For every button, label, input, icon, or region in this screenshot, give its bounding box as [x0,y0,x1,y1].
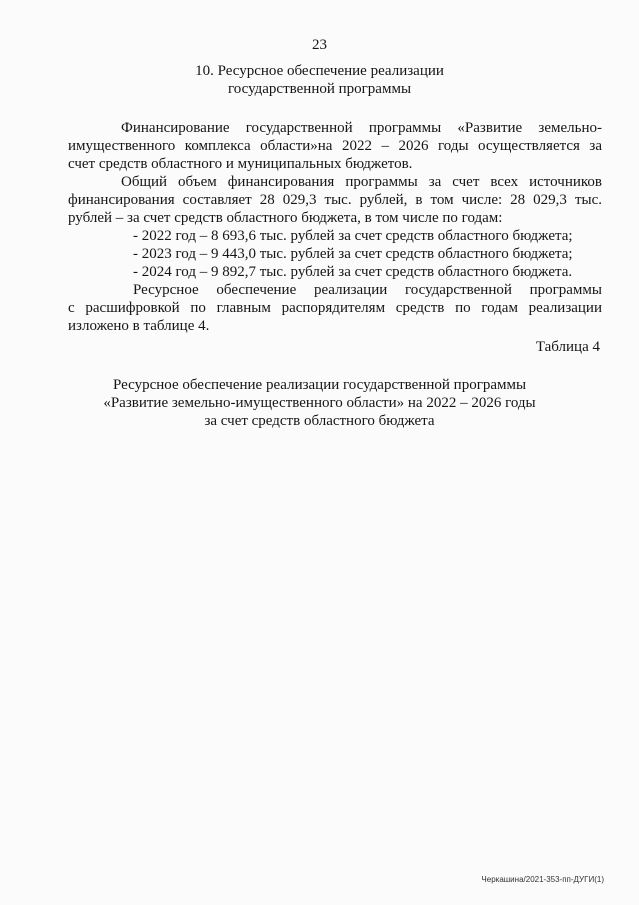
year-item-2022: - 2022 год – 8 693,6 тыс. рублей за счет средств областного бюджета; [133,228,573,244]
footer-document-code: Черкашина/2021-353-пп-ДУГИ(1) [481,875,604,884]
section-heading-line-2: государственной программы [227,81,412,97]
table-label: Таблица 4 [535,339,600,355]
section-heading-line-1: 10. Ресурсное обеспечение реализации [195,63,444,79]
paragraph-3-line-1: Ресурсное обеспечение реализации государственной программы [133,282,602,298]
paragraph-2-line-1: Общий объем финансирования программы за счет всех источников [121,174,602,190]
table-title-line-3: за счет средств областного бюджета [204,413,435,429]
paragraph-3-line-3: изложено в таблице 4. [68,318,210,334]
year-item-2024: - 2024 год – 9 892,7 тыс. рублей за счет средств областного бюджета. [133,264,573,280]
year-item-2023: - 2023 год – 9 443,0 тыс. рублей за счет средств областного бюджета; [133,246,573,262]
table-title-line-2: «Развитие земельно-имущественного области» на 2022 – 2026 годы [103,395,536,411]
page-number: 23 [312,37,327,53]
paragraph-3-line-2: с расшифровкой по главным распорядителям средств по годам реализации [68,300,602,316]
paragraph-1-line-2: имущественного комплекса области»на 2022 – 2026 годы осуществляется за [68,138,602,154]
paragraph-1-line-3: счет средств областного и муниципальных бюджетов. [68,156,413,172]
table-title-line-1: Ресурсное обеспечение реализации государственной программы [112,377,527,393]
paragraph-2-line-3: рублей – за счет средств областного бюджета, в том числе по годам: [68,210,503,226]
paragraph-2-line-2: финансирования составляет 28 029,3 тыс. рублей, в том числе: 28 029,3 тыс. [68,192,602,208]
paragraph-1-line-1: Финансирование государственной программы «Развитие земельно- [121,120,602,136]
